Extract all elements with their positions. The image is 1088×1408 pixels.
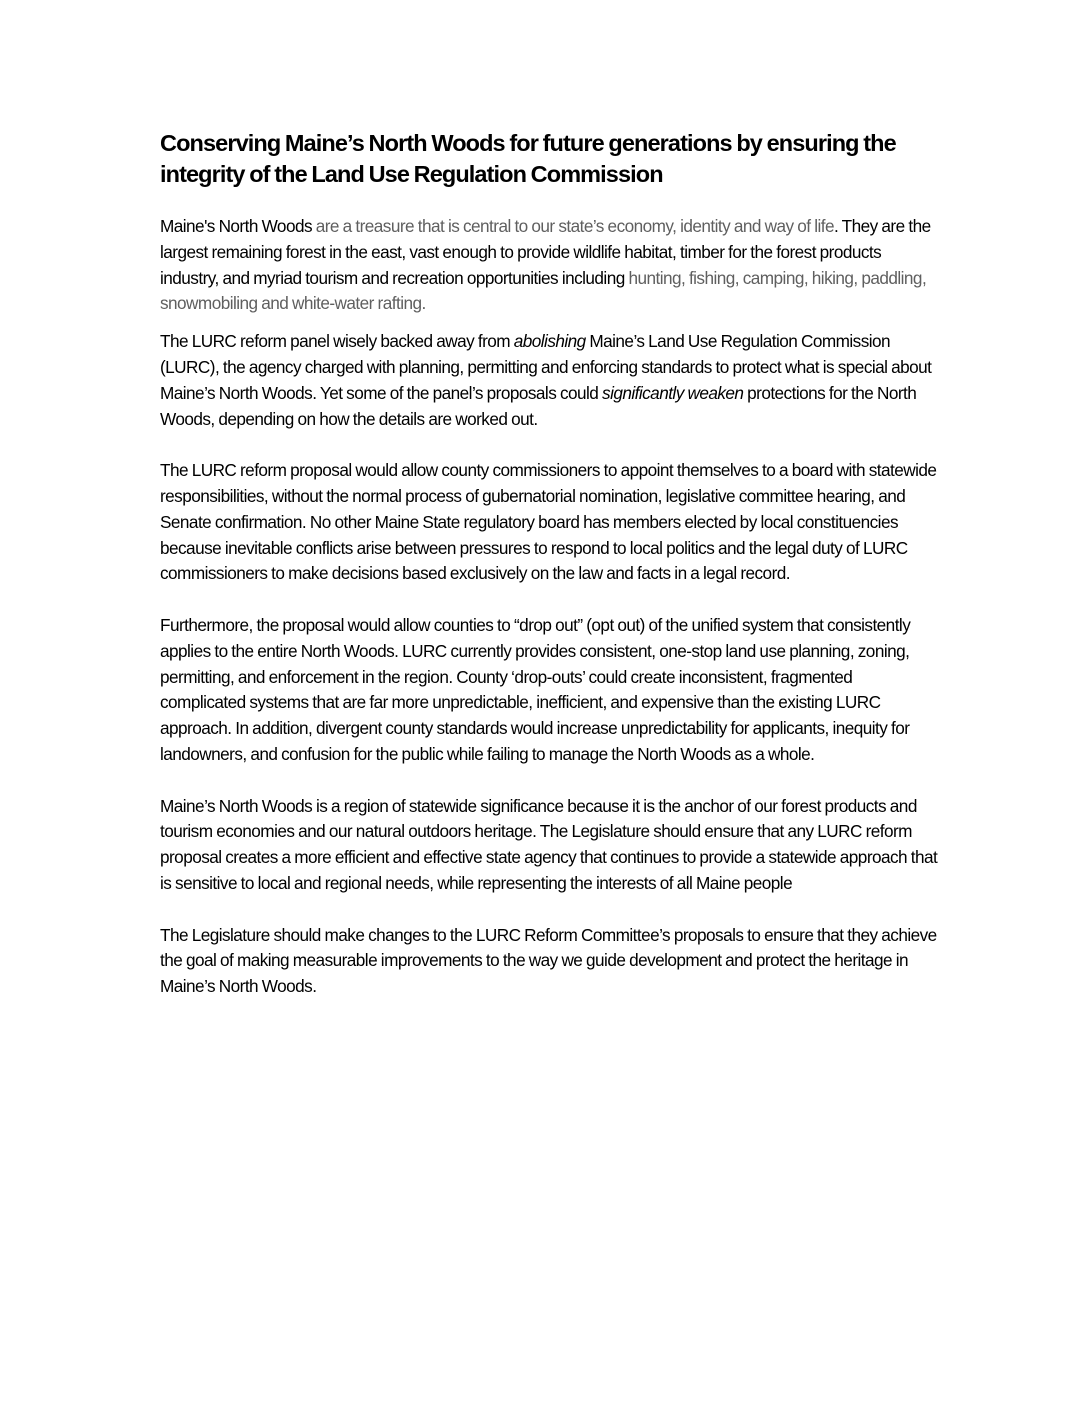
text-segment: Furthermore, the proposal would allow counties to “drop out” (opt out) of the unified system that consistently applies to the entire North Woods. LURC currently provides consistent, one-stop land use planning, zoning, permitting, and enforcement in the region. County ‘drop-outs’ could create inconsistent, fragmented complicated systems that are far more unpredictable, inefficient, and expensive than the existing LURC approach. In addition, divergent county standards would increase unpredictability for applicants, inequity for landowners, and confusion for the public while failing to manage the North Woods as a whole. xyxy=(160,614,911,764)
paragraph-statewide-significance xyxy=(160,794,940,897)
text-segment: Maine’s North Woods is a region of statewide significance because it is the anchor of our forest products and tourism economies and our natural outdoors heritage. The Legislature should ensure that any LURC reform proposal creates a more efficient and effective state agency that continues to provide a statewide approach that is sensitive to local and regional needs, while representing the interests of all Maine people xyxy=(160,795,938,893)
text-segment: Maine's North Woods xyxy=(160,216,312,236)
document-title: Conserving Maine’s North Woods for future generations by ensuring the integrity of the Land Use Regulation Commission xyxy=(160,130,896,187)
paragraph-drop-out xyxy=(160,613,940,768)
text-segment: protections for the North Woods, depending on how the details are worked out. xyxy=(160,382,917,429)
text-segment: Maine’s Land Use Regulation Commission (LURC), the agency charged with planning, permitting and enforcing standards to protect what is special about Maine’s North Woods. Yet some of the panel’s proposals could xyxy=(160,331,932,403)
text-segment: The LURC reform panel wisely backed away from xyxy=(160,331,514,352)
paragraph-reform-panel xyxy=(160,329,940,432)
text-segment-italic: significantly weaken xyxy=(602,382,744,403)
paragraph-conclusion xyxy=(160,923,940,1000)
paragraph-intro xyxy=(160,214,940,317)
text-segment-muted: are a treasure that is central to our state’s economy, identity and way of life xyxy=(312,216,835,236)
text-segment: The LURC reform proposal would allow county commissioners to appoint themselves to a board with statewide responsibilities, without the normal process of gubernatorial nomination, legislative committee hearing, and Senate confirmation. No other Maine State regulatory board has members elected by local constituencies because inevitable conflicts arise between pressures to respond to local politics and the legal duty of LURC commissioners to make decisions based exclusively on the law and facts in a legal record. xyxy=(160,460,937,584)
text-segment-muted: hunting, fishing, camping, hiking, paddling, snowmobiling and white-water rafting. xyxy=(160,267,927,314)
text-segment: . They are the largest remaining forest in the east, vast enough to provide wildlife habitat, timber for the forest products industry, and myriad tourism and recreation opportunities including xyxy=(160,216,931,288)
text-segment-italic: abolishing xyxy=(513,331,586,352)
text-segment: The Legislature should make changes to the LURC Reform Committee’s proposals to ensure that they achieve the goal of making measurable improvements to the way we guide development and protect the heritage in Maine’s North Woods. xyxy=(160,924,937,997)
paragraph-county-commissioners xyxy=(160,458,940,587)
document-page xyxy=(160,128,940,1026)
